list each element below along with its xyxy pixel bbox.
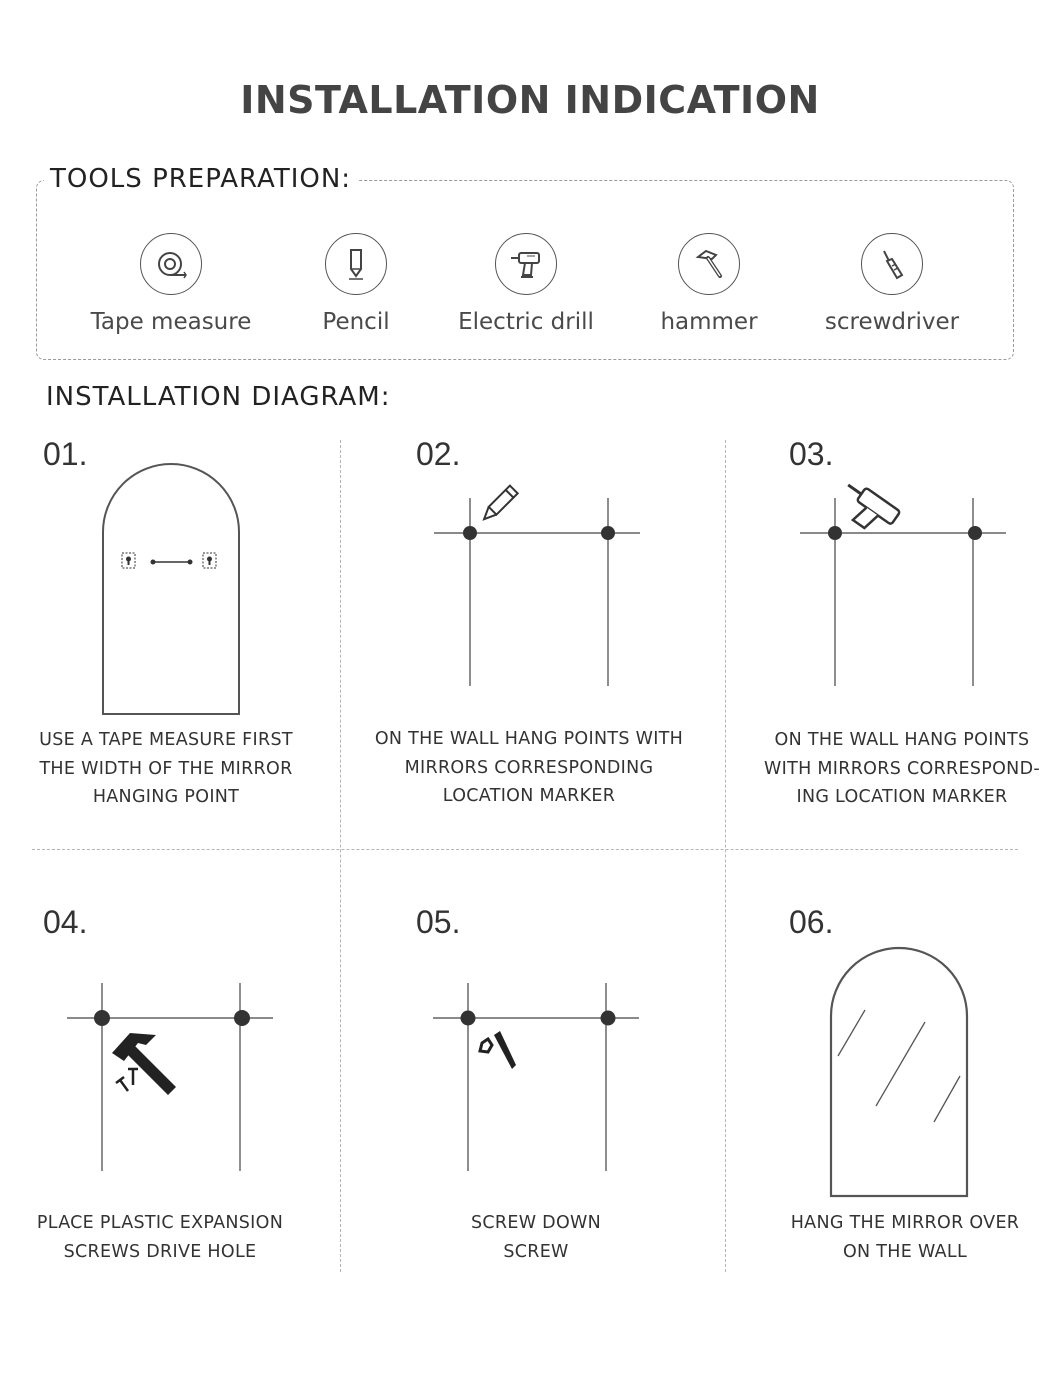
hammer-icon xyxy=(678,233,740,295)
caption-line: SCREWS DRIVE HOLE xyxy=(63,1241,257,1262)
wall-mark-dot xyxy=(828,526,842,540)
tool-hammer xyxy=(609,233,809,335)
wall-mark-dot xyxy=(94,1010,110,1026)
wall-mark-dot xyxy=(968,526,982,540)
step-04-illustration xyxy=(64,965,279,1175)
diagram-heading: INSTALLATION DIAGRAM: xyxy=(46,382,391,412)
step-number: 06. xyxy=(789,904,834,940)
step-number: 01. xyxy=(43,436,88,472)
electric-drill-icon xyxy=(833,478,900,539)
wall-mark-dot xyxy=(601,1011,616,1026)
caption-line: LOCATION MARKER xyxy=(442,786,616,806)
step-06-illustration xyxy=(824,942,979,1202)
tools-heading: TOOLS PREPARATION: xyxy=(44,164,357,194)
caption-line: WITH MIRRORS CORRESPOND- xyxy=(764,758,1040,779)
step-03-illustration xyxy=(797,480,1012,690)
page-title: INSTALLATION INDICATION xyxy=(240,78,820,122)
step-caption xyxy=(10,1209,310,1266)
screwdriver-icon xyxy=(861,233,923,295)
step-caption xyxy=(755,1209,1055,1266)
grid-divider xyxy=(340,440,341,1272)
tool-electric-drill xyxy=(426,233,626,335)
caption-line: ING LOCATION MARKER xyxy=(796,787,1008,807)
step-number: 05. xyxy=(416,904,461,940)
step-05-illustration xyxy=(430,965,645,1175)
step-number: 03. xyxy=(789,436,834,472)
mirror-outline xyxy=(831,948,967,1196)
hammer-icon xyxy=(112,1033,176,1095)
tool-label: Tape measure xyxy=(90,309,252,335)
step-number: 02. xyxy=(416,436,461,472)
electric-drill-icon xyxy=(495,233,557,295)
mirror-reflection-line xyxy=(876,1022,925,1106)
mirror-outline xyxy=(103,464,239,714)
pencil-icon xyxy=(480,486,517,523)
caption-line: PLACE PLASTIC EXPANSION xyxy=(36,1213,284,1233)
caption-line: HANGING POINT xyxy=(92,787,240,807)
tool-label: screwdriver xyxy=(824,309,960,335)
step-number: 04. xyxy=(43,904,88,940)
screw-icon xyxy=(116,1069,138,1091)
step-02-illustration xyxy=(430,480,645,690)
pencil-icon xyxy=(325,233,387,295)
step-caption xyxy=(386,1209,686,1266)
tool-label: Pencil xyxy=(322,309,390,335)
tool-label: Electric drill xyxy=(458,309,594,335)
caption-line: SCREW xyxy=(503,1241,569,1262)
caption-line: MIRRORS CORRESPONDING xyxy=(404,757,654,778)
caption-line: ON THE WALL xyxy=(842,1241,967,1262)
tool-label: hammer xyxy=(660,309,758,335)
caption-line: THE WIDTH OF THE MIRROR xyxy=(39,758,293,779)
grid-divider xyxy=(725,440,726,1272)
tool-screwdriver xyxy=(792,233,992,335)
grid-divider xyxy=(32,849,1018,850)
tape-measure-icon xyxy=(140,233,202,295)
mirror-reflection-line xyxy=(934,1076,960,1122)
wall-mark-dot xyxy=(461,1011,476,1026)
caption-line: HANG THE MIRROR OVER xyxy=(790,1213,1020,1233)
caption-line: USE A TAPE MEASURE FIRST xyxy=(39,730,293,750)
mirror-reflection-line xyxy=(838,1010,865,1056)
step-01-illustration xyxy=(95,460,250,720)
step-caption xyxy=(370,725,688,811)
screw-icon xyxy=(480,1031,516,1069)
step-caption xyxy=(16,726,316,812)
caption-line: SCREW DOWN xyxy=(470,1213,602,1233)
step-caption xyxy=(752,726,1052,812)
caption-line: ON THE WALL HANG POINTS WITH xyxy=(374,729,684,749)
wall-mark-dot xyxy=(234,1010,250,1026)
caption-line: ON THE WALL HANG POINTS xyxy=(774,730,1030,750)
tool-tape-measure xyxy=(71,233,271,335)
wall-mark-dot xyxy=(463,526,477,540)
wall-mark-dot xyxy=(601,526,615,540)
